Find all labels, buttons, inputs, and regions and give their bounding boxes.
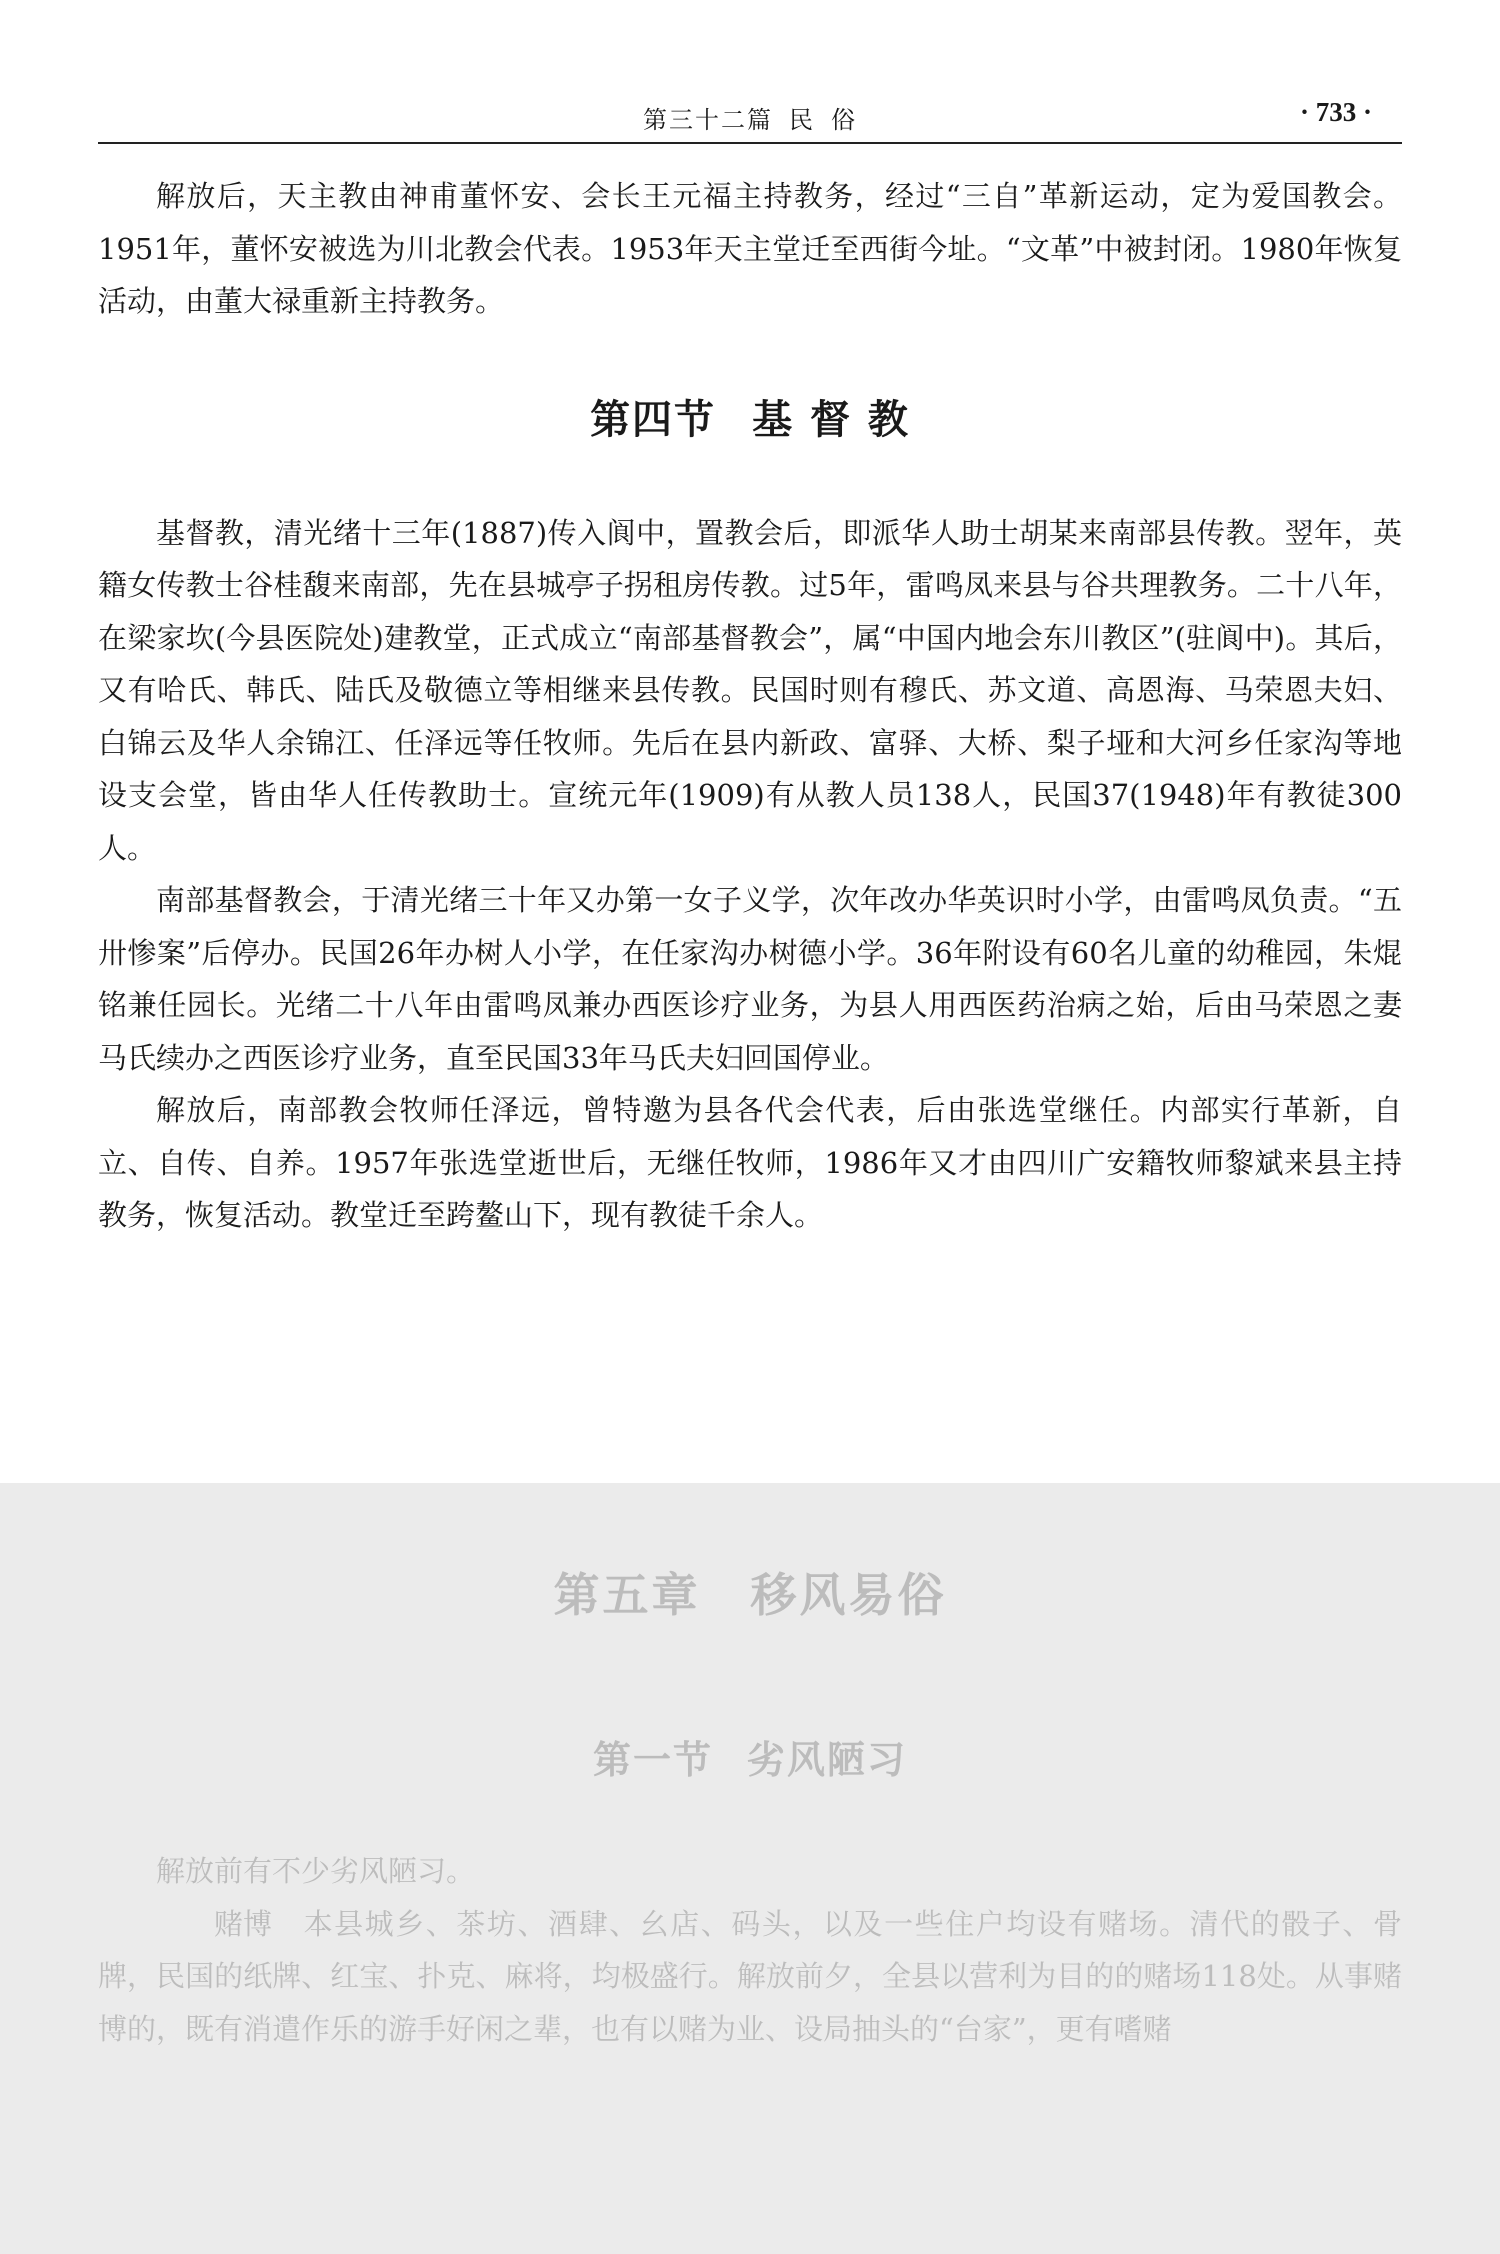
faded-lower-region: [0, 1483, 1500, 2254]
chapter-heading: [98, 1559, 1402, 1625]
term-text: 本县城乡、茶坊、酒肆、幺店、码头，以及一些住户均设有赌场。清代的骰子、骨牌，民国的纸牌、红宝、扑克、麻将，均极盛行。解放前夕，全县以营利为目的的赌场118处。从事赌博的，既有消遣作乐的游手好闲之辈，也有以赌为业、设局抽头的“台家”，更有嗜赌: [98, 1906, 1402, 2046]
page-header: [98, 92, 1402, 144]
intro-paragraph: 解放后，天主教由神甫董怀安、会长王元福主持教务，经过“三自”革新运动，定为爱国教会。1951年，董怀安被选为川北教会代表。1953年天主堂迁至西街今址。“文革”中被封闭。1980年恢复活动，由董大禄重新主持教务。: [98, 179, 1402, 318]
body-paragraph: 基督教，清光绪十三年(1887)传入阆中，置教会后，即派华人助士胡某来南部县传教。翌年，英籍女传教士谷桂馥来南部，先在县城亭子拐租房传教。过5年，雷鸣凤来县与谷共理教务。二十八年，在梁家坎(今县医院处)建教堂，正式成立“南部基督教会”，属“中国内地会东川教区”(驻阆中)。其后，又有哈氏、韩氏、陆氏及敬德立等相继来县传教。民国时则有穆氏、苏文道、高恩海、马荣恩夫妇、白锦云及华人余锦江、任泽远等任牧师。先后在县内新政、富驿、大桥、梨子垭和大河乡任家沟等地设支会堂，皆由华人任传教助士。宣统元年(1909)有从教人员138人，民国37(1948)年有教徒300人。: [98, 515, 1402, 865]
chapter-number: 第五章: [553, 1568, 701, 1622]
section-heading: [98, 388, 1402, 445]
lower-section-number: 第一节: [592, 1737, 713, 1782]
lower-section-heading: [98, 1729, 1402, 1784]
lower-section-title: 劣风陋习: [747, 1737, 908, 1782]
running-title-part: 第三十二篇: [643, 106, 773, 134]
running-title-part: 俗: [831, 106, 857, 134]
body-paragraph: 南部基督教会，于清光绪三十年又办第一女子义学，次年改办华英识时小学，由雷鸣凤负责。“五卅惨案”后停办。民国26年办树人小学，在任家沟办树德小学。36年附设有60名儿童的幼稚园，朱焜铭兼任园长。光绪二十八年由雷鸣凤兼办西医诊疗业务，为县人用西医药治病之始，后由马荣恩之妻马氏续办之西医诊疗业务，直至民国33年马氏夫妇回国停业。: [98, 883, 1402, 1075]
page-number: · 733 ·: [1299, 97, 1372, 127]
lower-paragraph: [98, 1898, 1402, 2056]
chapter-title: 移风易俗: [750, 1568, 947, 1622]
body-paragraph: 解放后，南部教会牧师任泽远，曾特邀为县各代会代表，后由张选堂继任。内部实行革新，自立、自传、自养。1957年张选堂逝世后，无继任牧师，1986年又才由四川广安籍牧师黎斌来县主持教务，恢复活动。教堂迁至跨鳌山下，现有教徒千余人。: [98, 1093, 1402, 1232]
section-number: 第四节: [590, 395, 717, 443]
upper-content: [98, 170, 1402, 1242]
running-title: [98, 100, 1402, 135]
term-label: 赌博: [214, 1906, 273, 1941]
lower-text: [98, 1845, 1402, 2055]
section-title: 基 督 教: [752, 395, 910, 443]
running-title-part: 民: [789, 106, 815, 134]
lower-paragraph: 解放前有不少劣风陋习。: [156, 1854, 476, 1888]
